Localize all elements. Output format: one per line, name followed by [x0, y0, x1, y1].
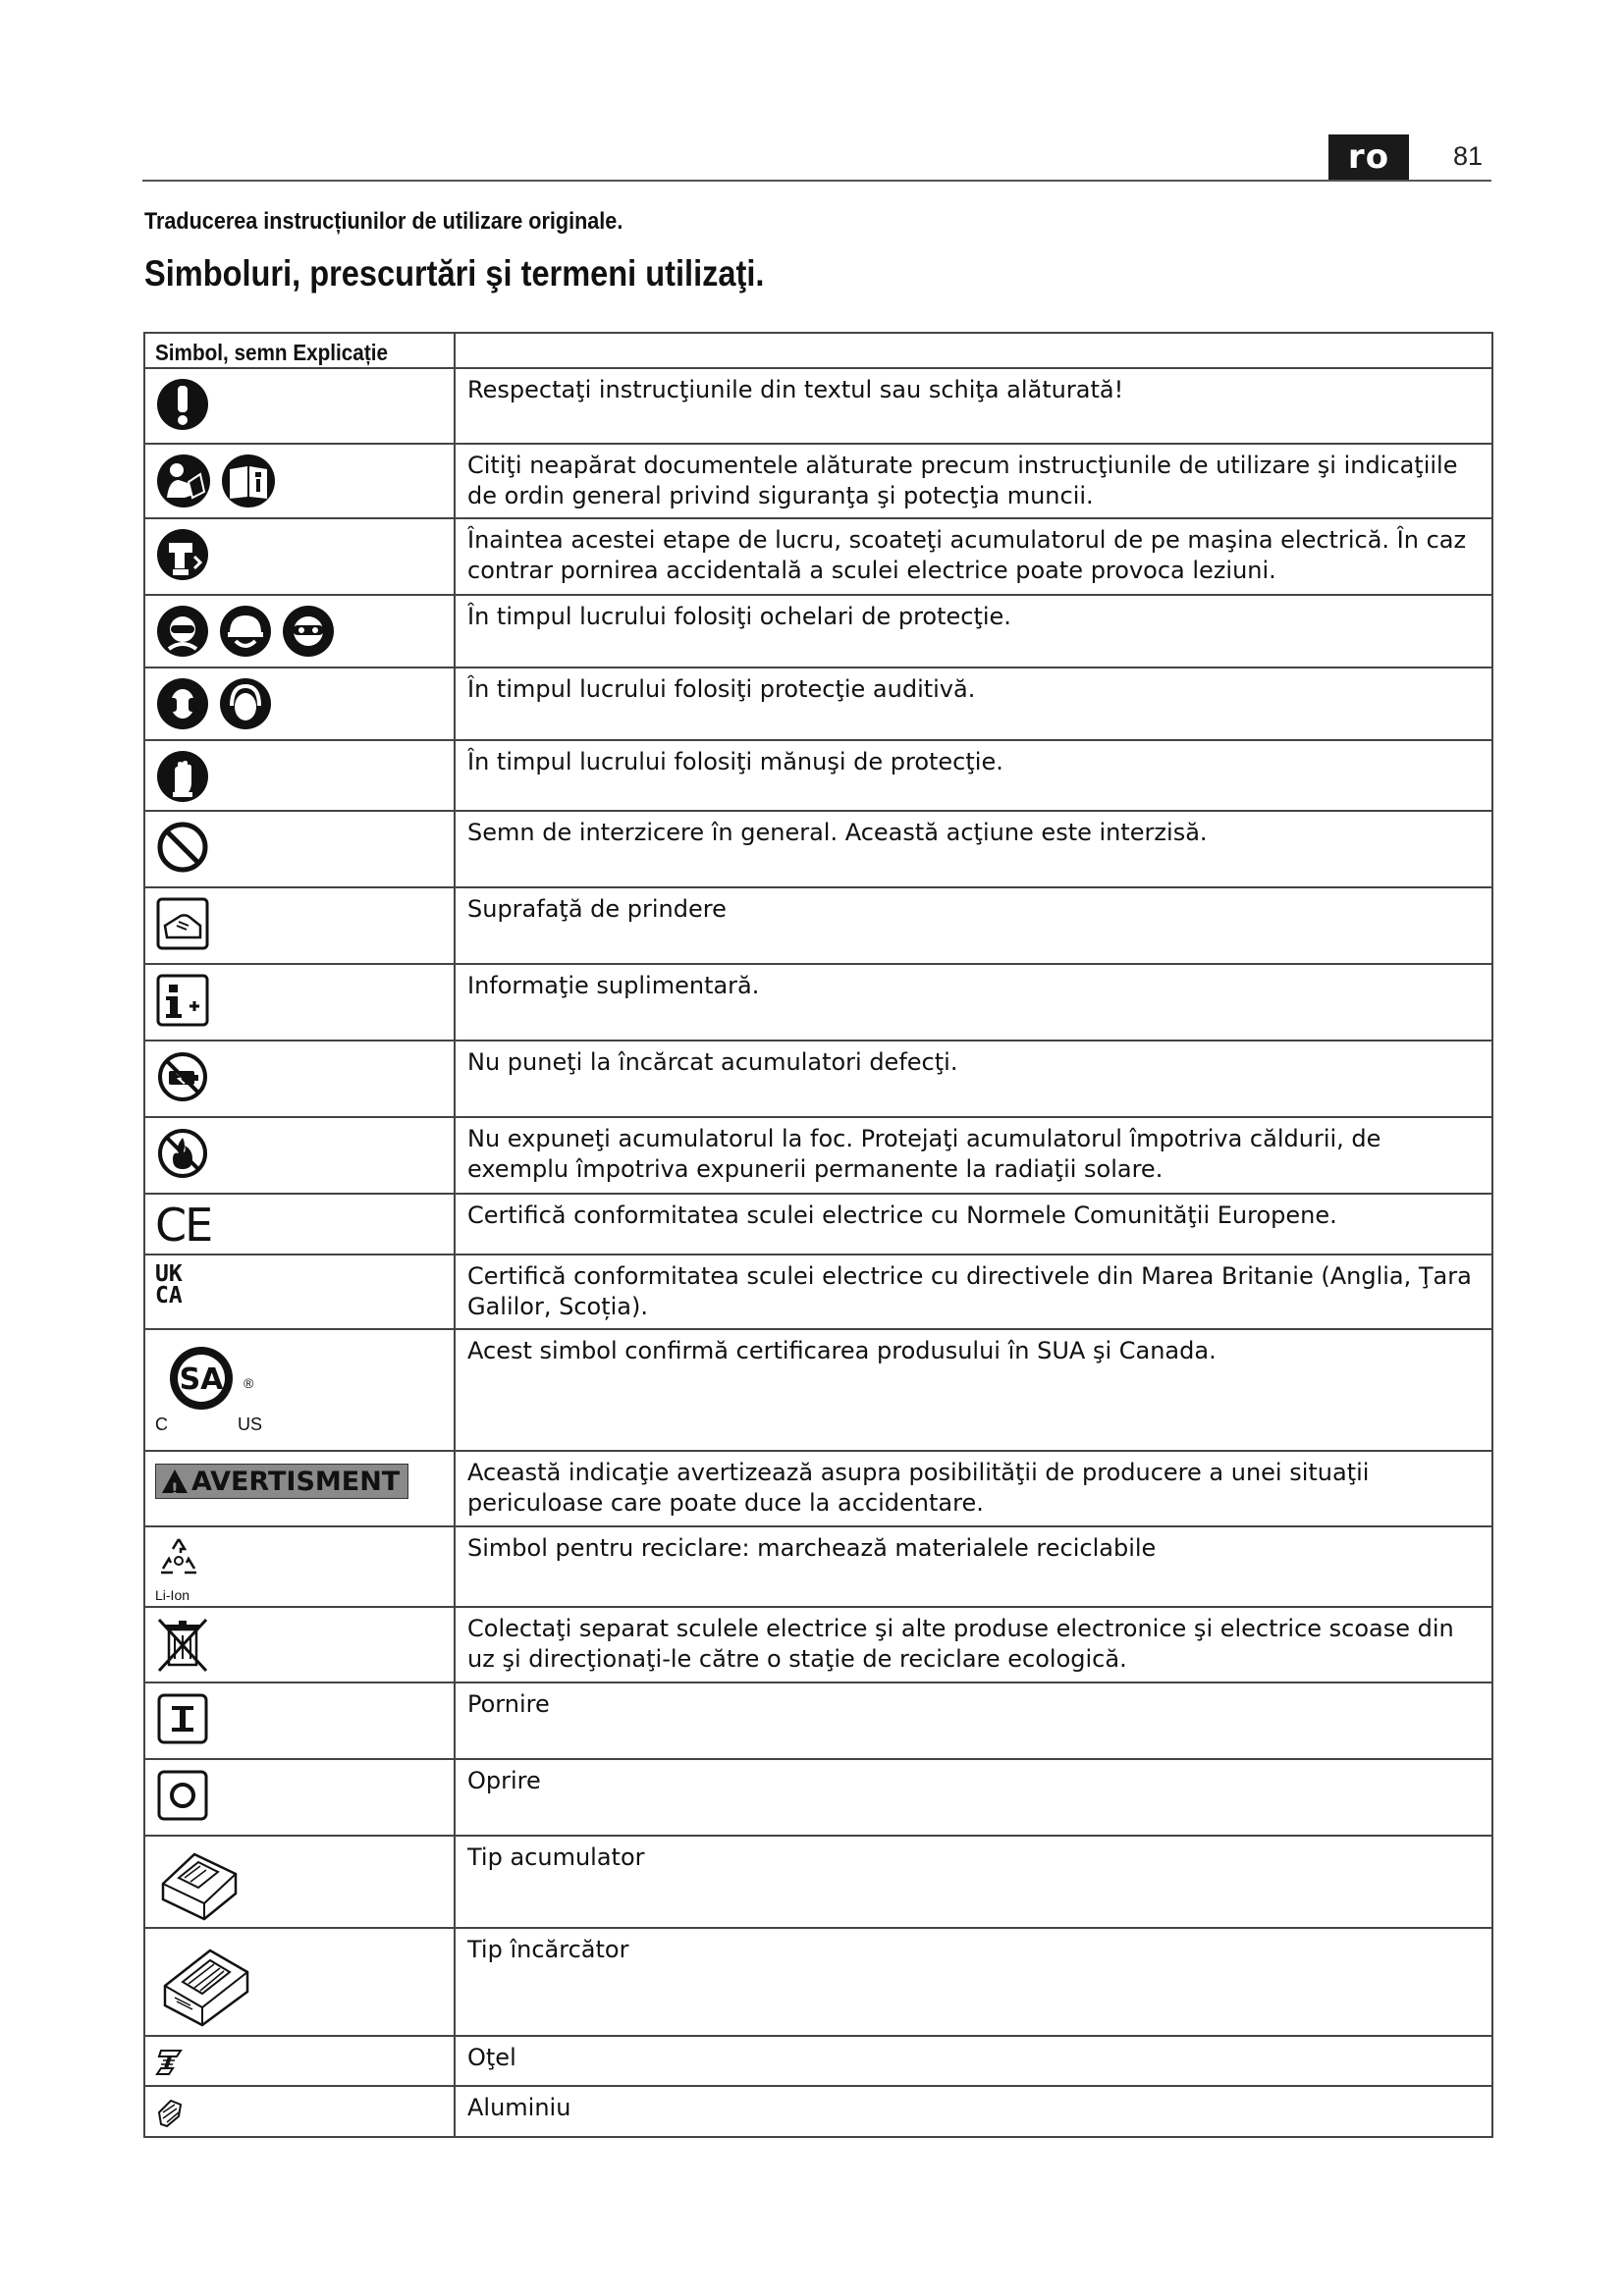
description-text: Pornire — [467, 1690, 550, 1718]
description-cell — [455, 1329, 1492, 1451]
description-cell — [455, 1928, 1492, 2036]
description-cell — [455, 1759, 1492, 1836]
table-row — [144, 964, 1492, 1041]
description-text: Acest simbol confirmă certificarea produsului în SUA şi Canada. — [467, 1337, 1217, 1364]
symbol-cell — [144, 444, 455, 518]
description-text: Citiţi neapărat documentele alăturate precum instrucţiunile de utilizare şi indicaţiile de ordin general privind siguranţa şi potecţia muncii. — [467, 452, 1458, 509]
symbol-cell — [144, 811, 455, 887]
description-text: Simbol pentru reciclare: marchează materialele reciclabile — [467, 1534, 1157, 1562]
header-divider — [142, 180, 1491, 182]
description-text: Tip acumulator — [467, 1843, 645, 1871]
symbol-cell — [144, 1682, 455, 1759]
page-number: 81 — [1453, 141, 1484, 171]
table-row — [144, 1194, 1492, 1255]
no-fire-battery-icon — [155, 1126, 210, 1181]
warning-triangle-icon — [162, 1469, 188, 1493]
table-header-empty-cell — [455, 333, 1492, 368]
symbol-cell — [144, 368, 455, 444]
table-row — [144, 1928, 1492, 2036]
table-row — [144, 667, 1492, 740]
description-text: În timpul lucrului folosiţi mănuşi de protecţie. — [467, 748, 1003, 775]
table-row — [144, 1329, 1492, 1451]
exclamation-mandatory-icon — [155, 377, 210, 432]
symbol-cell — [144, 1329, 455, 1451]
csa-label: US — [238, 1415, 263, 1434]
description-cell — [455, 887, 1492, 964]
battery-pack-icon — [155, 1844, 244, 1923]
description-text: Oprire — [467, 1767, 541, 1794]
description-cell — [455, 1255, 1492, 1329]
symbol-cell — [144, 518, 455, 595]
symbol-cell — [144, 595, 455, 667]
symbol-cell — [144, 1607, 455, 1682]
symbol-cell — [144, 2086, 455, 2137]
table-row — [144, 368, 1492, 444]
power-on-icon — [155, 1691, 210, 1746]
description-text: În timpul lucrului folosiţi ochelari de protecţie. — [467, 603, 1011, 630]
symbol-cell — [144, 964, 455, 1041]
symbol-cell — [144, 1836, 455, 1928]
table-row — [144, 740, 1492, 811]
symbol-cell — [144, 1117, 455, 1194]
description-text: Respectaţi instrucţiunile din textul sau schiţa alăturată! — [467, 376, 1124, 403]
description-cell — [455, 368, 1492, 444]
crossed-out-bin-icon — [155, 1616, 210, 1675]
aluminium-material-icon — [155, 2097, 185, 2128]
description-text: Nu expuneţi acumulatorul la foc. Protejaţi acumulatorul împotriva căldurii, de exemplu împotriva expunerii permanente la radiaţii solare. — [467, 1125, 1381, 1183]
description-cell — [455, 2086, 1492, 2137]
symbol-cell — [144, 1928, 455, 2036]
language-badge: ro — [1328, 134, 1409, 180]
description-text: Colectaţi separat sculele electrice şi alte produse electronice şi electrice scoase din uz şi direcţionaţi-le către o staţie de reciclare ecologică. — [467, 1615, 1454, 1673]
table-row — [144, 2036, 1492, 2086]
table-row — [144, 1836, 1492, 1928]
prohibition-icon — [155, 820, 210, 875]
description-cell — [455, 964, 1492, 1041]
description-cell — [455, 740, 1492, 811]
ukca-mark-icon — [155, 1263, 454, 1307]
table-row — [144, 518, 1492, 595]
description-text: Semn de interzicere în general. Această acţiune este interzisă. — [467, 819, 1208, 846]
table-row — [144, 444, 1492, 518]
symbol-cell — [144, 740, 455, 811]
symbol-cell — [144, 1255, 455, 1329]
description-cell — [455, 595, 1492, 667]
table-row — [144, 1526, 1492, 1607]
symbols-table — [143, 332, 1493, 2138]
description-cell — [455, 667, 1492, 740]
charger-icon — [155, 1937, 253, 2031]
description-text: Oţel — [467, 2044, 516, 2071]
description-text: Suprafaţă de prindere — [467, 895, 727, 923]
additional-information-icon — [155, 973, 210, 1028]
csa-label: C — [155, 1415, 168, 1434]
symbol-cell — [144, 667, 455, 740]
description-text: Tip încărcător — [467, 1936, 629, 1963]
ear-muffs-icon — [218, 676, 273, 731]
description-text: Înaintea acestei etape de lucru, scoateţi acumulatorul de pe maşina electrică. În caz contrar pornirea accidentală a sculei electrice poate provoca leziuni. — [467, 526, 1467, 584]
symbol-cell — [144, 1194, 455, 1255]
description-cell — [455, 811, 1492, 887]
symbol-cell — [144, 887, 455, 964]
symbol-cell — [144, 1451, 455, 1526]
table-row — [144, 1041, 1492, 1117]
table-header-cell — [144, 333, 455, 368]
read-manual-icon — [155, 453, 212, 509]
no-charging-defective-battery-icon — [155, 1049, 210, 1104]
information-book-icon — [220, 453, 277, 509]
description-cell — [455, 1041, 1492, 1117]
symbol-cell — [144, 2036, 455, 2086]
recycling-li-ion-icon — [155, 1535, 454, 1603]
ukca-line: UK — [155, 1261, 183, 1287]
symbol-cell — [144, 1759, 455, 1836]
description-cell — [455, 518, 1492, 595]
protective-gloves-icon — [155, 749, 210, 804]
table-row — [144, 1117, 1492, 1194]
table-row — [144, 1759, 1492, 1836]
safety-goggles-icon — [281, 604, 336, 659]
description-text: Informaţie suplimentară. — [467, 972, 760, 999]
description-text: În timpul lucrului folosiţi protecţie auditivă. — [467, 675, 976, 703]
description-text: Aluminiu — [467, 2094, 571, 2121]
table-header-row — [144, 333, 1492, 368]
section-title: Simboluri, prescurtări şi termeni utilizaţi. — [144, 253, 765, 294]
face-shield-icon — [155, 604, 210, 659]
svg-text:SA: SA — [179, 1362, 224, 1397]
gripping-surface-icon — [155, 896, 210, 951]
remove-battery-icon — [155, 527, 210, 582]
description-cell — [455, 1117, 1492, 1194]
table-row — [144, 2086, 1492, 2137]
ukca-line: CA — [155, 1283, 183, 1308]
table-row — [144, 1451, 1492, 1526]
description-cell — [455, 1194, 1492, 1255]
description-text: Certifică conformitatea sculei electrice cu directivele din Marea Britanie (Anglia, Ţara Galilor, Scoția). — [467, 1262, 1472, 1320]
description-cell — [455, 1836, 1492, 1928]
table-row — [144, 811, 1492, 887]
table-row — [144, 887, 1492, 964]
description-cell — [455, 1526, 1492, 1607]
table-header-label: Simbol, semn Explicație — [155, 340, 388, 365]
steel-material-icon — [155, 2047, 185, 2078]
registered-mark-icon: ® — [244, 1375, 254, 1391]
table-row — [144, 1255, 1492, 1329]
ce-mark-icon: CE — [155, 1199, 212, 1252]
description-cell — [455, 1682, 1492, 1759]
symbol-cell — [144, 1041, 455, 1117]
table-row — [144, 1607, 1492, 1682]
document-subtitle: Traducerea instrucțiunilor de utilizare originale. — [144, 208, 623, 235]
li-ion-label: Li-Ion — [155, 1587, 190, 1603]
description-text: Nu puneţi la încărcat acumulatori defecţi. — [467, 1048, 958, 1076]
description-cell — [455, 2036, 1492, 2086]
warning-label-text: AVERTISMENT — [191, 1467, 401, 1497]
description-cell — [455, 1451, 1492, 1526]
table-row — [144, 1682, 1492, 1759]
csa-certification-icon — [155, 1338, 273, 1436]
description-text: Certifică conformitatea sculei electrice cu Normele Comunităţii Europene. — [467, 1201, 1337, 1229]
symbol-cell — [144, 1526, 455, 1607]
power-off-icon — [155, 1768, 210, 1823]
description-text: Această indicaţie avertizează asupra posibilităţii de producere a unei situaţii periculoase care poate duce la accidentare. — [467, 1459, 1370, 1517]
ear-protection-icon — [155, 676, 210, 731]
description-cell — [455, 1607, 1492, 1682]
description-cell — [455, 444, 1492, 518]
warning-label-icon — [155, 1464, 408, 1499]
safety-helmet-icon — [218, 604, 273, 659]
table-row — [144, 595, 1492, 667]
